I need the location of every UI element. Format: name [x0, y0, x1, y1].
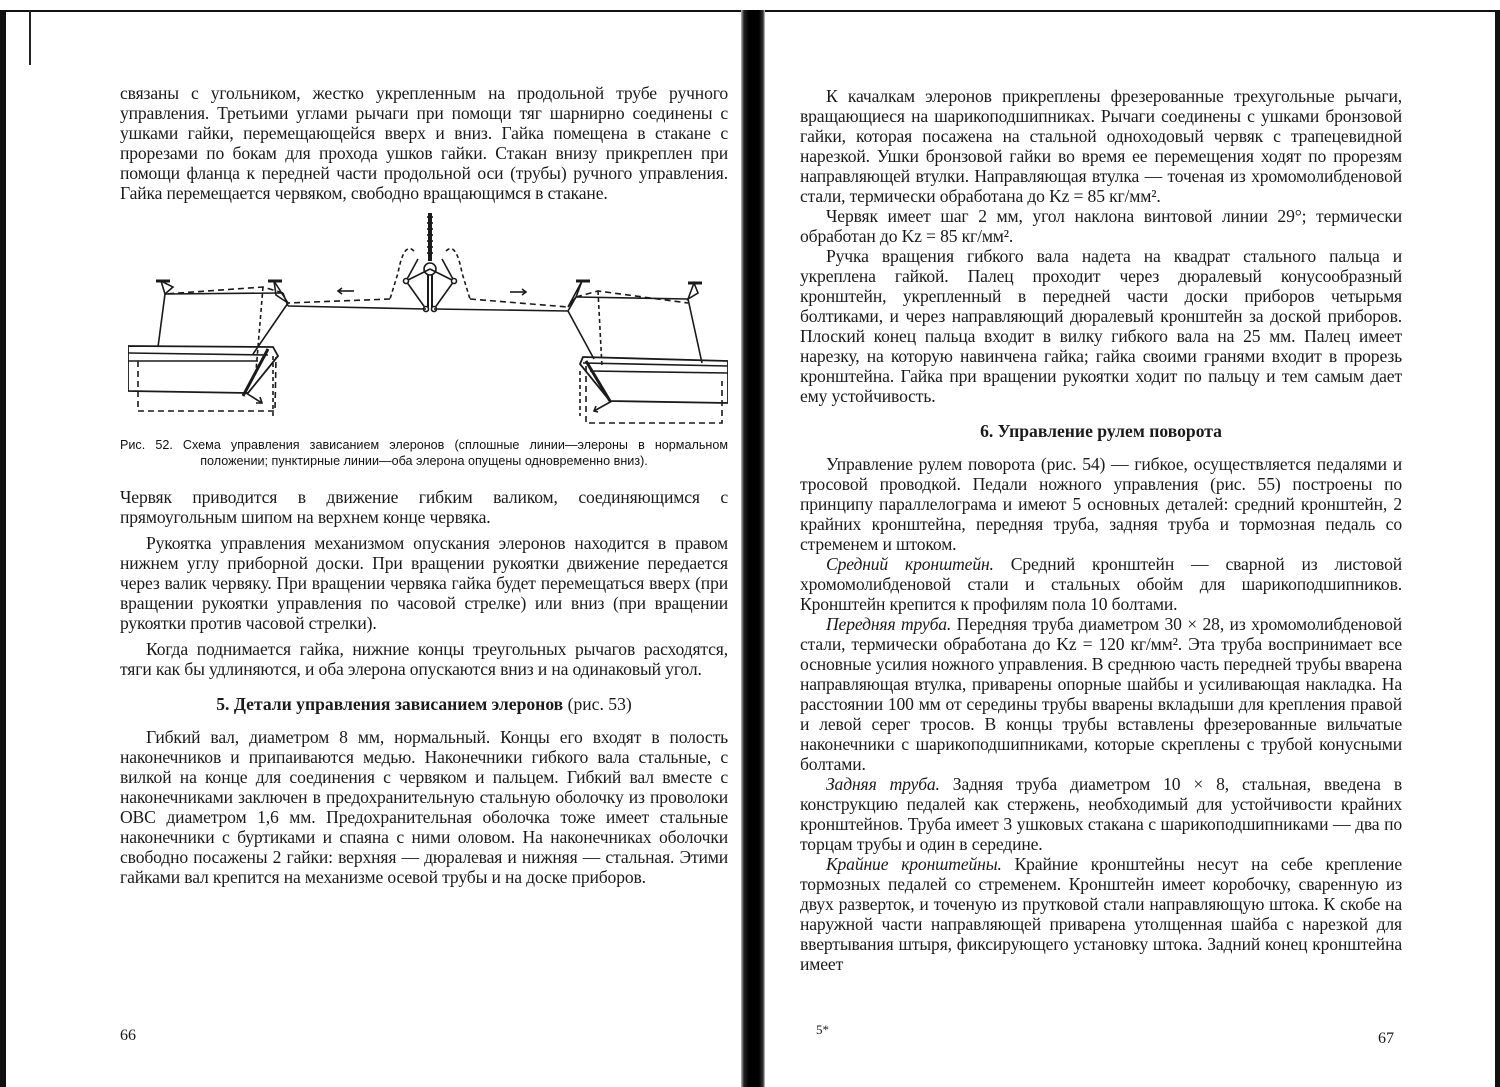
paragraph: [800, 854, 1402, 974]
right-text-bottom: [800, 454, 1402, 974]
paragraph: Когда поднимается гайка, нижние концы треугольных рычагов расходятся, тяги как бы удлиняются, и оба элерона опускаются вниз и на одинаковый угол.: [120, 639, 728, 679]
paragraph-text: Крайние кронштейны несут на себе крепление тормозных педалей со стременем. Кронштейн имеет коробочку, сваренную из двух разверток, и точеную из прутковой стали направляющую штока. К скобе на наружной части направляющей приварена утолщенная шайба с нарезкой для ввертывания штыря, фиксирующего установку штока. Задний конец кронштейна имеет: [800, 854, 1402, 974]
worm-screw: [427, 213, 433, 261]
left-text-bottom: [120, 727, 728, 887]
right-aileron: [580, 357, 728, 423]
paragraph: К качалкам элеронов прикреплены фрезерованные трехугольные рычаги, вращающиеся на шарикоподшипниках. Рычаги соединены с ушками бронзовой гайки, которая посажена на стальной одноходовый червяк с трапецевидной нарезкой. Ушки бронзовой гайки во время ее перемещения ходят по прорезям направляющей втулки. Направляющая втулка — точеная из хромомолибденовой стали, термически обработана до Kz = 85 кг/мм².: [800, 86, 1402, 206]
right-page: [800, 0, 1402, 1087]
right-page-column: [800, 86, 1402, 974]
paragraph-lead: Крайние кронштейны.: [826, 854, 1002, 874]
paragraph: Червяк приводится в движение гибким валиком, соединяющимся с прямоугольным шипом на верхнем конце червяка.: [120, 487, 728, 527]
printer-signature-mark: 5*: [816, 1022, 829, 1037]
left-text-middle: [120, 487, 728, 679]
paragraph: Рукоятка управления механизмом опускания элеронов находится в правом нижнем углу приборной доски. При вращении рукоятки движение передается через валик червяку. При вращении червяка гайка будет перемещаться вверх (при вращении рукоятки управления по часовой стрелке) или вниз (при вращении рукоятки против часовой стрелки).: [120, 533, 728, 633]
section-title: 5. Детали управления зависанием элеронов: [216, 694, 564, 714]
section-heading-6: [800, 420, 1402, 442]
paragraph: Гибкий вал, диаметром 8 мм, нормальный. Концы его входят в полость наконечников и припаиваются медью. Наконечники гибкого вала стальные, с вилкой на конце для соединения с червяком и пальцем. Гибкий вал вместе с наконечниками заключен в предохранительную стальную оболочку из проволоки ОВС диаметром 1,6 мм. Предохранительная оболочка тоже имеет стальные наконечники с буртиками и спаяна с ними оловом. На наконечниках оболочки свободно посажены 2 гайки: верхняя — дюралевая и нижняя — стальная. Этими гайками вал крепится на механизме осевой трубы и на доске приборов.: [120, 727, 728, 887]
right-text-top: [800, 86, 1402, 406]
left-text-top: [120, 83, 728, 203]
left-page: [120, 0, 728, 1087]
paragraph-text: Средний кронштейн — сварной из листовой хромомолибденовой стали и стальных обойм для шарикоподшипников. Кронштейн крепится к профилям пола 10 болтами.: [800, 554, 1402, 614]
paragraph: [800, 454, 1402, 554]
section-figure-ref: (рис. 53): [567, 694, 632, 714]
left-page-column: [120, 83, 728, 887]
page-number-left: 66: [120, 1027, 136, 1044]
paragraph-text: Задняя труба диаметром 10 × 8, стальная, введена в конструкцию педалей как стержень, необходимый для устойчивости крайних кронштейнов. Труба имеет 3 ушковых стакана с шарикоподшипниками — два по торцам трубы и один в середине.: [800, 774, 1402, 854]
paragraph: связаны с угольником, жестко укрепленным на продольной трубе ручного управления. Третьими углами рычаги при помощи тяг шарнирно соединены с ушками гайки, перемещающейся вверх и вниз. Гайка помещена в стакане с прорезами по бокам для прохода ушков гайки. Стакан внизу прикреплен при помощи фланца к передней части продольной оси (трубы) ручного управления. Гайка перемещается червяком, свободно вращающимся в стакане.: [120, 83, 728, 203]
left-aileron: [128, 346, 278, 416]
figure-caption: Рис. 52. Схема управления зависанием элеронов (сплошные линии—элероны в нормальном положении; пунктирные линии—оба элерона опущены одновременно вниз).: [120, 438, 728, 468]
scan-left-edge-mark: [29, 10, 31, 65]
paragraph: Червяк имеет шаг 2 мм, угол наклона винтовой линии 29°; термически обработан до Kz = 85 кг/мм².: [800, 206, 1402, 246]
paragraph: [800, 614, 1402, 774]
paragraph: [800, 774, 1402, 854]
paragraph-text: Передняя труба диаметром 30 × 28, из хромомолибденовой стали, термически обработана до Kz = 120 кг/мм². Эта труба воспринимает все основные усилия ножного управления. В среднюю часть передней трубы вварена направляющая втулка, приварены опорные шайбы и усиливающая накладка. На расстоянии 100 мм от середины трубы вварены вкладыши для крепления правой и левой серег тросов. В концы трубы вставлены фрезерованные вильчатые наконечники с шарикоподшипниками, которые скреплены с трубой конусными болтами.: [800, 614, 1402, 774]
paragraph-lead: Задняя труба.: [826, 774, 940, 794]
figure-52: [120, 211, 728, 433]
page-number-right: 67: [1378, 1030, 1394, 1047]
paragraph-text: Управление рулем поворота (рис. 54) — гибкое, осуществляется педалями и тросовой проводкой. Педали ножного управления (рис. 55) построены по принципу параллелограма и имеют 5 основных деталей: средний кронштейн, 2 крайних кронштейна, передняя труба, задняя труба и тормозная педаль со стременем и штоком.: [800, 454, 1402, 554]
section-title: 6. Управление рулем поворота: [980, 421, 1222, 441]
scan-right-edge: [1495, 10, 1500, 1087]
paragraph-lead: Передняя труба.: [826, 614, 952, 634]
scan-left-edge: [0, 10, 6, 1087]
section-heading-5: [120, 693, 728, 715]
book-gutter: [741, 10, 765, 1087]
paragraph-lead: Средний кронштейн.: [826, 554, 994, 574]
paragraph: [800, 554, 1402, 614]
paragraph: Ручка вращения гибкого вала надета на квадрат стального пальца и укреплена гайкой. Палец проходит через дюралевый конусообразный кронштейн, укрепленный в передней части доски приборов четырьмя болтиками, и через направляющий дюралевый кронштейн за доской приборов. Плоский конец пальца входит в вилку гибкого вала на 25 мм. Палец имеет нарезку, на которую навинчена гайка; гайка своими гранями входит в прорезь кронштейна. Гайка при вращении рукоятки ходит по пальцу и тем самым дает ему устойчивость.: [800, 246, 1402, 406]
figure-52-aileron-droop-diagram: [128, 211, 728, 426]
